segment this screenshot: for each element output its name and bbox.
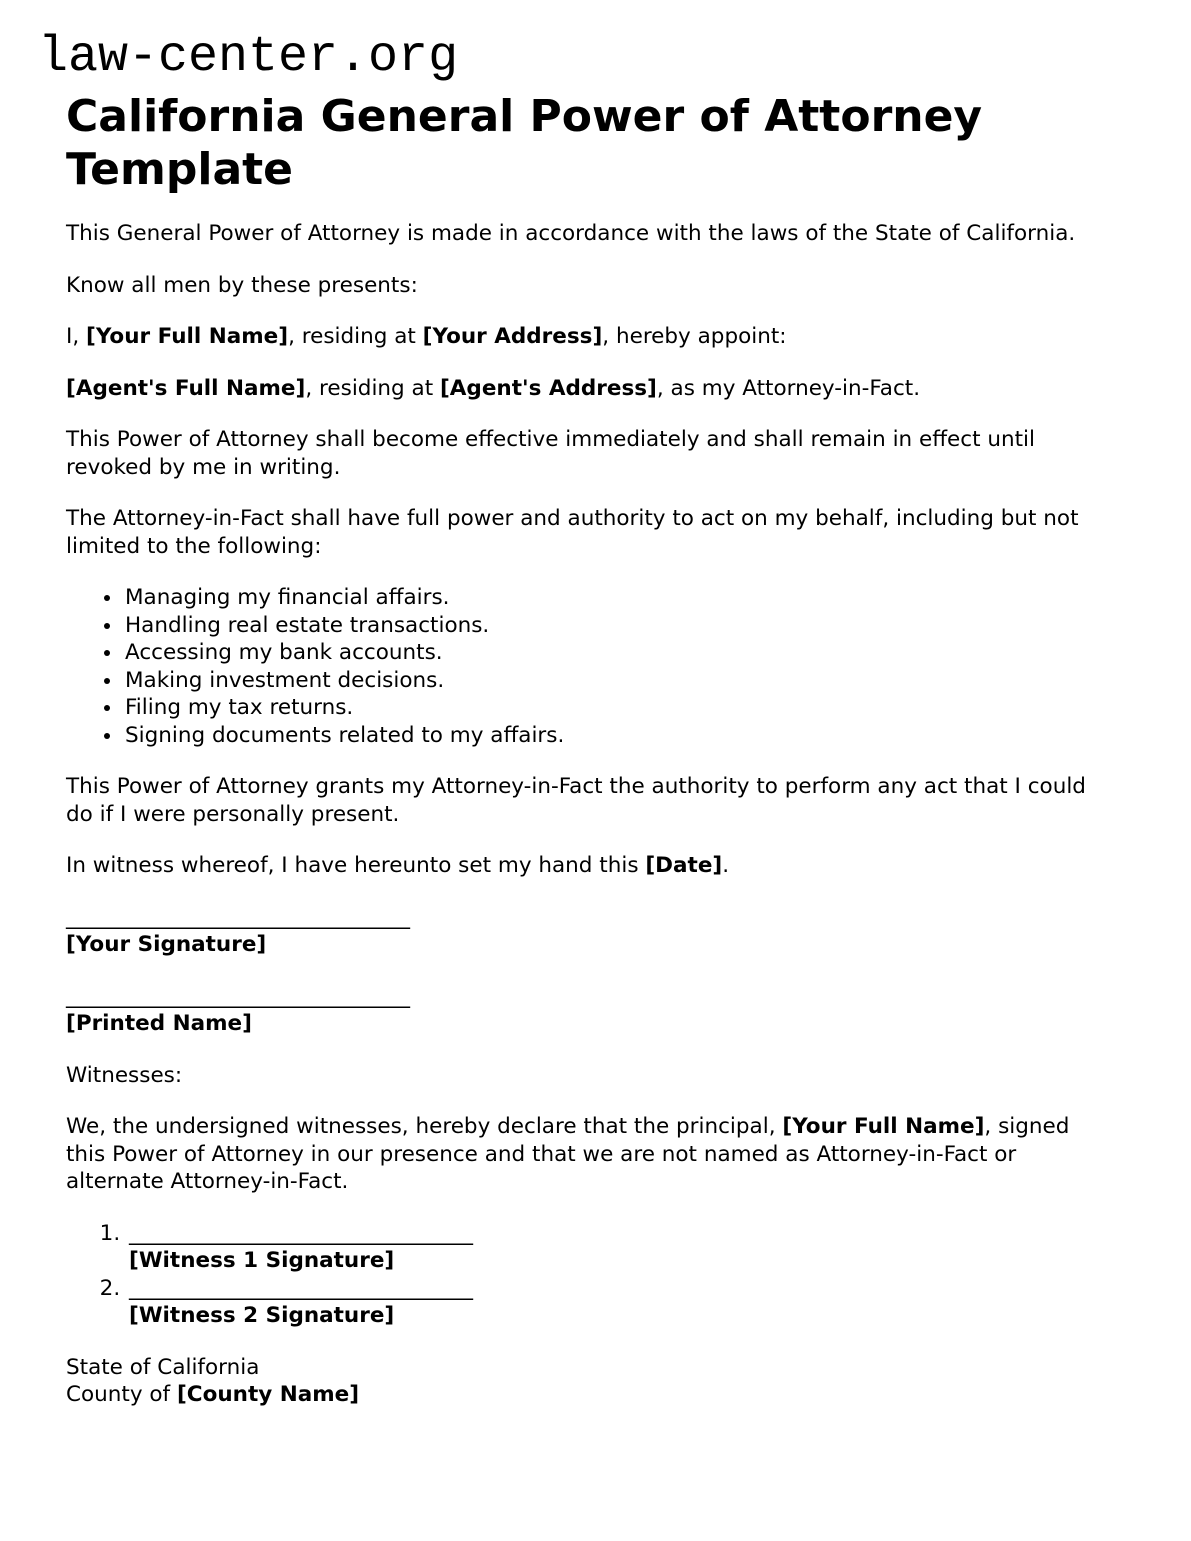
witness-1-signature-line: ________________________________ [129,1220,473,1246]
county-clause: County of [County Name] [66,1382,360,1407]
powers-list-item: • Filing my tax returns. [123,694,1096,722]
grants-clause: This Power of Attorney grants my Attorney-in-Fact the authority to perform any act that I could do if I were personally present. [66,774,1086,827]
powers-list-item: • Managing my financial affairs. [123,584,1096,612]
printed-name-line: ________________________________ [66,983,410,1009]
site-logo-text: law-center.org [38,29,459,86]
effective-clause: This Power of Attorney shall become effective immediately and shall remain in effect until revoked by me in writing. [66,427,1036,480]
powers-list-item: • Accessing my bank accounts. [123,639,1096,667]
powers-intro: The Attorney-in-Fact shall have full power and authority to act on my behalf, including but not limited to the following: [66,506,1079,559]
principal-signature-line: ________________________________ [66,904,410,930]
witness-1-signature-label: [Witness 1 Signature] [129,1248,395,1273]
witness-signature-item [127,1220,1096,1275]
witness-signature-list [66,1220,1096,1330]
appoint-clause: I, [Your Full Name], residing at [Your Address], hereby appoint: [66,324,787,349]
witness-declaration: We, the undersigned witnesses, hereby declare that the principal, [Your Full Name], signed this Power of Attorney in our presence and that we are not named as Attorney-in-Fact or alternate Attorney-in-Fact. [66,1114,1070,1194]
powers-list [66,584,1096,749]
witness-2-signature-label: [Witness 2 Signature] [129,1303,395,1328]
witness-whereof-clause: In witness whereof, I have hereunto set my hand this [Date]. [66,853,730,878]
intro-paragraph: This General Power of Attorney is made in accordance with the laws of the State of California. [66,221,1076,246]
principal-signature-label: [Your Signature] [66,932,267,957]
presents-paragraph: Know all men by these presents: [66,272,418,298]
powers-list-item: • Signing documents related to my affairs. [123,722,1096,750]
printed-name-block [66,983,1096,1038]
printed-name-label: [Printed Name] [66,1011,252,1036]
document-title: California General Power of Attorney Template [66,91,983,195]
powers-list-item: • Making investment decisions. [123,667,1096,695]
agent-clause: [Agent's Full Name], residing at [Agent's Address], as my Attorney-in-Fact. [66,375,921,401]
witness-signature-item [127,1275,1096,1330]
state-county-block [66,1354,1096,1409]
witness-2-signature-line: ________________________________ [129,1275,473,1301]
state-line: State of California [66,1354,260,1380]
principal-signature-block [66,904,1096,959]
witnesses-heading: Witnesses: [66,1062,183,1088]
powers-list-item: • Handling real estate transactions. [123,612,1096,640]
